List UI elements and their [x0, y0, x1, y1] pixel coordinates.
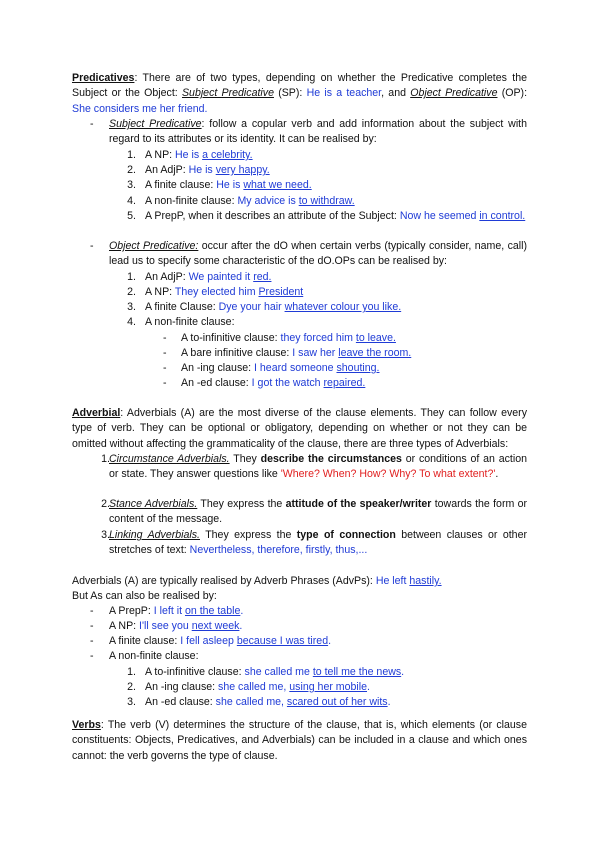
- document-page: Predicatives: There are of two types, depending on whether the Predicative completes the Subject or the Object: Subject Predicative (SP): He is a teacher, and Object Predicative (OP): She considers me her friend. - Subject Predicative: follow a copular verb and add information about the subject with regard to its attributes or its identity. It can be realised by: 1. A NP: He is a celebrity. 2. An AdjP: He is very happy. 3. A finite clause: He is what we need. 4. A non-finite clause: My advice is to withdraw. 5. A PrepP, when it describes an attribute of the Subject: Now he seemed in control. - Object Predicative: occur after the dO when certain verbs (typically consider, name, call) lead us to specify some characteristic of the dO.OPs can be realised by: 1. An AdjP: We painted it red. 2. A NP: They elected him President 3. A finite Clause: Dye your hair whatever colour you like. 4. A non-finite clause: - A to-infinitive clause: they forced him to leave. - A bare infinitive clause: I saw her leave the room. - An -ing clause: I heard someone shouting. - An -ed clause: I got the watch repaired. Adverbial: Adverbials (A) are the most diverse of the clause elements. They can follow every type of verb. They can be optional or obligatory, depending on whether or not they can be omitted without affecting the grammaticality of the clause, there are three types of Adverbials: 1. Circumstance Adverbials. They describe the circumstances or conditions of an action or state. They answer questions like 'Where? When? How? Why? To what extent?'. 2. Stance Adverbials. They express the attitude of the speaker/writer towards the form or content of the message. 3. Linking Adverbials. They express the type of connection between clauses or other stretches of text: Nevertheless, therefore, firstly, thus,... Adverbials (A) are typically realised by Adverb Phrases (AdvPs): He left hastily. But As can also be realised by: - A PrepP: I left it on the table. - A NP: I'll see you next week. - A finite clause: I fell asleep because I was tired. - A non-finite clause: 1. A to-infinitive clause: she called me to tell me the news. 2. An -ing clause: she called me, using her mobile. 3. An -ed clause: she called me, scared out of her wits. Verbs: The verb (V) determines the structure of the clause, that is, which elements (or clause constituents: Objects, Predicatives, and Adverbials) can be included in a clause and which ones cannot: the verb governs the type of clause.: [0, 0, 600, 848]
- list-bullet: -: [90, 118, 94, 130]
- list-item: A finite clause: He is what we need.: [145, 179, 312, 191]
- subject-predicative-item: Subject Predicative: follow a copular verb and add information about the subject with regard to its attributes or its identity. It can be realised by:: [109, 118, 528, 146]
- list-item: An AdjP: We painted it red.: [145, 271, 272, 283]
- list-item: A PrepP: I left it on the table.: [109, 605, 244, 617]
- adverbial-type: Stance Adverbials. They express the attitude of the speaker/writer towards the form or content of the message.: [109, 498, 527, 526]
- list-item: A bare infinitive clause: I saw her leave the room.: [181, 347, 412, 359]
- verbs-paragraph: Verbs: The verb (V) determines the structure of the clause, that is, which elements (or clause constituents: Objects, Predicatives, and Adverbials) can be included in a clause and which ones cannot: the verb governs the type of clause.: [72, 719, 527, 762]
- list-item: A NP: They elected him President: [145, 286, 304, 298]
- object-predicative-item: Object Predicative: occur after the dO when certain verbs (typically consider, name, call) lead us to specify some characteristic of the dO.OPs can be realised by:: [109, 240, 527, 268]
- list-item: A finite clause: I fell asleep because I was tired.: [109, 635, 332, 647]
- list-item: A to-infinitive clause: they forced him to leave.: [181, 332, 396, 344]
- predicatives-intro: Predicatives: There are of two types, depending on whether the Predicative completes the Subject or the Object: Subject Predicative (SP): He is a teacher, and Object Predicative (OP): She considers me her friend.: [72, 72, 528, 115]
- list-item: A non-finite clause:: [109, 650, 199, 662]
- adverbial-type: Circumstance Adverbials. They describe the circumstances or conditions of an action or state. They answer questions like 'Where? When? How? Why? To what extent?'.: [109, 453, 527, 481]
- list-item: A NP: I'll see you next week.: [109, 620, 243, 632]
- list-item: A to-infinitive clause: she called me to tell me the news.: [145, 666, 405, 678]
- list-item: A PrepP, when it describes an attribute of the Subject: Now he seemed in control.: [145, 210, 526, 222]
- adverbial-heading: Adverbial: [72, 407, 121, 419]
- adverbial-type: Linking Adverbials. They express the type of connection between clauses or other stretches of text: Nevertheless, therefore, firstly, thus,...: [109, 529, 527, 557]
- list-item: A non-finite clause: My advice is to withdraw.: [145, 195, 355, 207]
- list-item: An -ed clause: I got the watch repaired.: [181, 377, 366, 389]
- list-item: An -ing clause: she called me, using her mobile.: [145, 681, 370, 693]
- list-bullet: -: [90, 240, 94, 252]
- predicatives-heading: Predicatives: [72, 72, 135, 84]
- list-item: An -ing clause: I heard someone shouting.: [181, 362, 380, 374]
- list-item: An -ed clause: she called me, scared out of her wits.: [145, 696, 391, 708]
- list-item: A finite Clause: Dye your hair whatever colour you like.: [145, 301, 402, 313]
- list-item: An AdjP: He is very happy.: [145, 164, 270, 176]
- list-item: A non-finite clause:: [145, 316, 235, 328]
- adverbial-also: But As can also be realised by:: [72, 590, 217, 602]
- list-item: A NP: He is a celebrity.: [145, 149, 253, 161]
- adverbial-intro: Adverbial: Adverbials (A) are the most diverse of the clause elements. They can follow every type of verb. They can be optional or obligatory, depending on whether or not they can be omitted without affecting the grammaticality of the clause, there are three types of Adverbials:: [72, 407, 527, 450]
- verbs-heading: Verbs: [72, 719, 101, 731]
- adverbial-realisation: Adverbials (A) are typically realised by Adverb Phrases (AdvPs): He left hastily.: [72, 575, 442, 587]
